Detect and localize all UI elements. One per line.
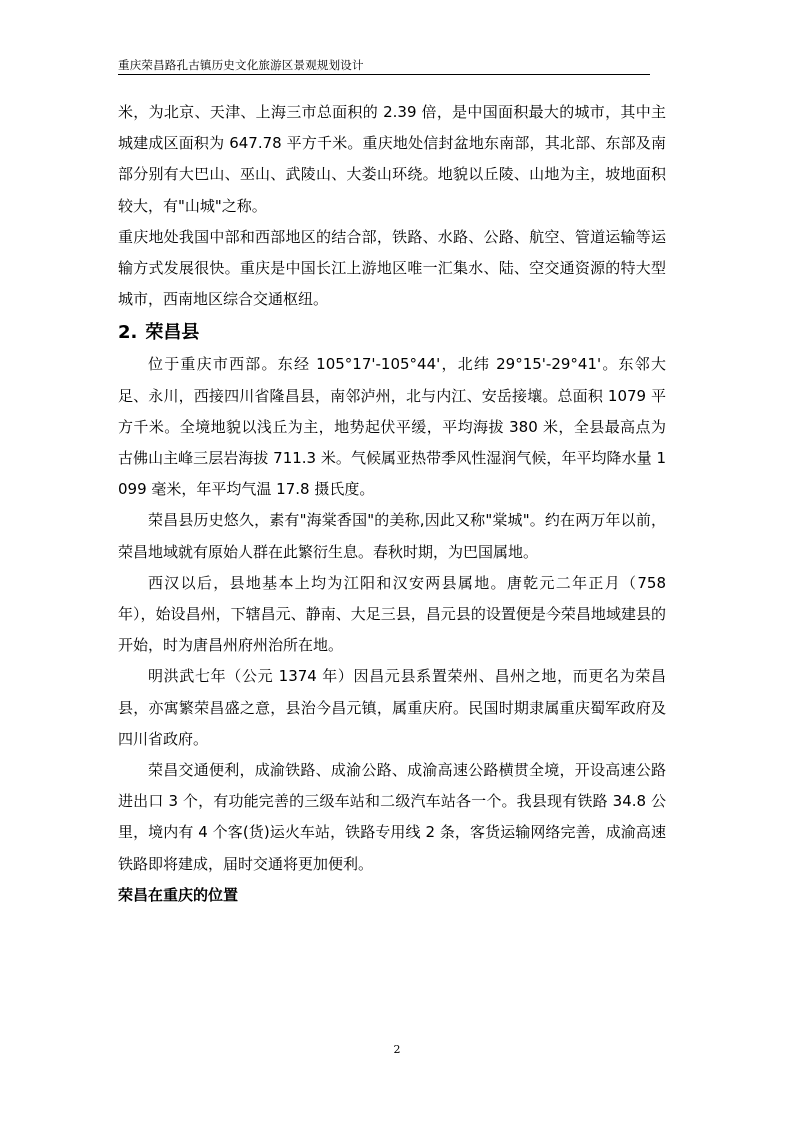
page-number: 2: [393, 1043, 401, 1056]
section-title: 荣昌县: [145, 322, 200, 344]
document-body: [118, 97, 666, 911]
paragraph: 荣昌交通便利，成渝铁路、成渝公路、成渝高速公路横贯全境，开设高速公路进出口 3 个，有功能完善的三级车站和二级汽车站各一个。我县现有铁路 34.8 公里，境内有 4 个客(货)运火车站，铁路专用线 2 条，客货运输网络完善，成渝高速铁路即将建成，届时交通将更加便利。: [118, 761, 666, 873]
page-header: [118, 58, 650, 75]
section-heading: [118, 319, 666, 347]
paragraph: 重庆地处我国中部和西部地区的结合部，铁路、水路、公路、航空、管道运输等运输方式发展很快。重庆是中国长江上游地区唯一汇集水、陆、空交通资源的特大型城市，西南地区综合交通枢纽。: [118, 227, 666, 309]
paragraph: 米，为北京、天津、上海三市总面积的 2.39 倍，是中国面积最大的城市，其中主城建成区面积为 647.78 平方千米。重庆地处信封盆地东南部，其北部、东部及南部分别有大巴山、巫山、武陵山、大娄山环绕。地貌以丘陵、山地为主，坡地面积较大，有"山城"之称。: [118, 103, 666, 215]
section-number: 2.: [118, 322, 138, 344]
paragraph: 位于重庆市西部。东经 105°17'-105°44'，北纬 29°15'-29°41'。东邻大足、永川，西接四川省隆昌县，南邻泸州，北与内江、安岳接壤。总面积 1079 平方千米。全境地貌以浅丘为主，地势起伏平缓，平均海拔 380 米，全县最高点为古佛山主峰三层岩海拔 711.3 米。气候属亚热带季风性湿润气候，年平均降水量 1099 毫米，年平均气温 17.8 摄氏度。: [118, 355, 666, 499]
paragraph: 明洪武七年（公元 1374 年）因昌元县系置荣州、昌州之地，而更名为荣昌县，亦寓繁荣昌盛之意，县治今昌元镇，属重庆府。民国时期隶属重庆蜀军政府及四川省政府。: [118, 667, 666, 748]
figure-caption: 荣昌在重庆的位置: [118, 885, 239, 904]
header-title: 重庆荣昌路孔古镇历史文化旅游区景观规划设计: [118, 58, 364, 72]
paragraph: 荣昌县历史悠久，素有"海棠香国"的美称,因此又称"棠城"。约在两万年以前，荣昌地域就有原始人群在此繁衍生息。春秋时期，为巴国属地。: [118, 511, 666, 561]
paragraph: 西汉以后，县地基本上均为江阳和汉安两县属地。唐乾元二年正月（758 年），始设昌州，下辖昌元、静南、大足三县，昌元县的设置便是今荣昌地域建县的开始，时为唐昌州府州治所在地。: [118, 573, 666, 655]
